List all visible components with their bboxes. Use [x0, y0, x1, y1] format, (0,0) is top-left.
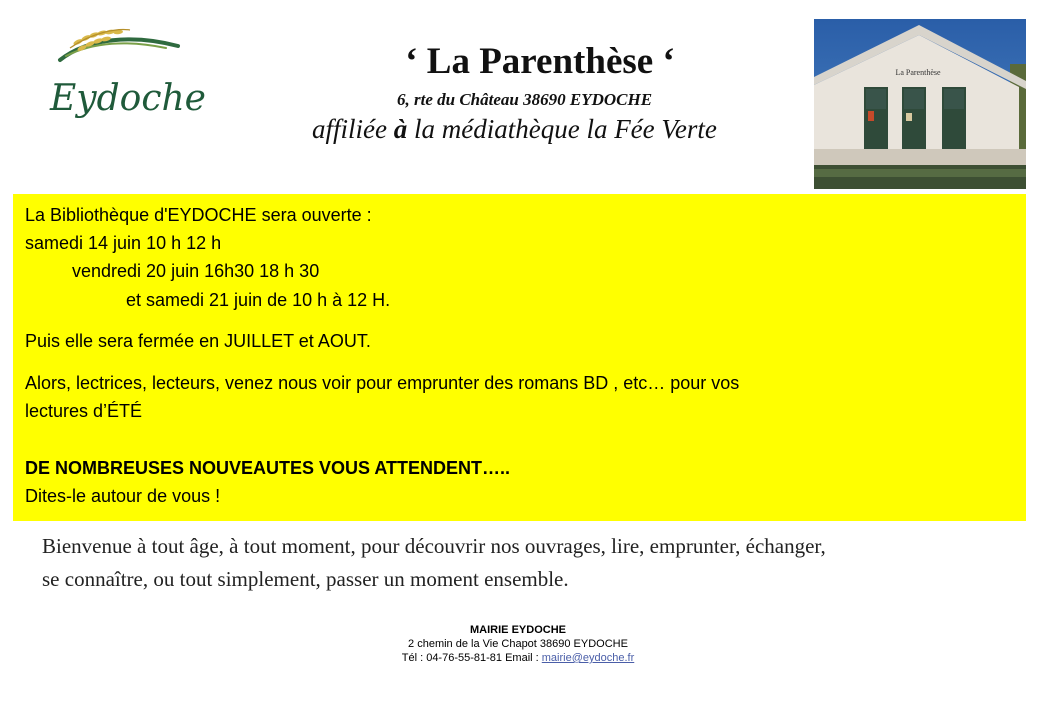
- footer: [0, 623, 1036, 665]
- welcome-line-1: Bienvenue à tout âge, à tout moment, pour découvrir nos ouvrages, lire, emprunter, échanger,: [42, 534, 826, 558]
- footer-address: 2 chemin de la Vie Chapot 38690 EYDOCHE: [408, 638, 628, 650]
- welcome-text: [42, 530, 1022, 596]
- page-title: ‘ La Parenthèse ‘: [405, 41, 675, 82]
- notice-date-2: vendredi 20 juin 16h30 18 h 30: [72, 261, 320, 281]
- notice-invitation-cont: lectures d’ÉTÉ: [25, 401, 143, 421]
- notice-date-3: et samedi 21 juin de 10 h à 12 H.: [126, 290, 391, 310]
- library-address: 6, rte du Château 38690 EYDOCHE: [397, 90, 653, 109]
- building-sign: La Parenthèse: [895, 68, 941, 77]
- affiliation-text: affiliée à la médiathèque la Fée Verte: [312, 114, 717, 144]
- opening-hours-notice: [13, 194, 1026, 521]
- notice-invitation: Alors, lectrices, lecteurs, venez nous voir pour emprunter des romans BD , etc… pour vos: [25, 373, 740, 393]
- notice-date-1: samedi 14 juin 10 h 12 h: [25, 233, 222, 253]
- welcome-line-2: se connaître, ou tout simplement, passer un moment ensemble.: [42, 567, 569, 591]
- notice-new-arrivals: DE NOMBREUSES NOUVEAUTES VOUS ATTENDENT…..: [25, 458, 511, 478]
- logo-text: Eydoche: [50, 78, 206, 119]
- notice-intro: La Bibliothèque d'EYDOCHE sera ouverte :: [25, 205, 372, 225]
- footer-org: MAIRIE EYDOCHE: [470, 624, 566, 636]
- notice-closure: Puis elle sera fermée en JUILLET et AOUT.: [25, 331, 371, 351]
- library-building-photo: [814, 19, 1026, 189]
- email-link[interactable]: mairie@eydoche.fr: [541, 652, 635, 664]
- notice-spread-word: Dites-le autour de vous !: [25, 486, 221, 506]
- footer-contact: Tél : 04-76-55-81-81 Email : mairie@eydoche.fr: [401, 652, 635, 664]
